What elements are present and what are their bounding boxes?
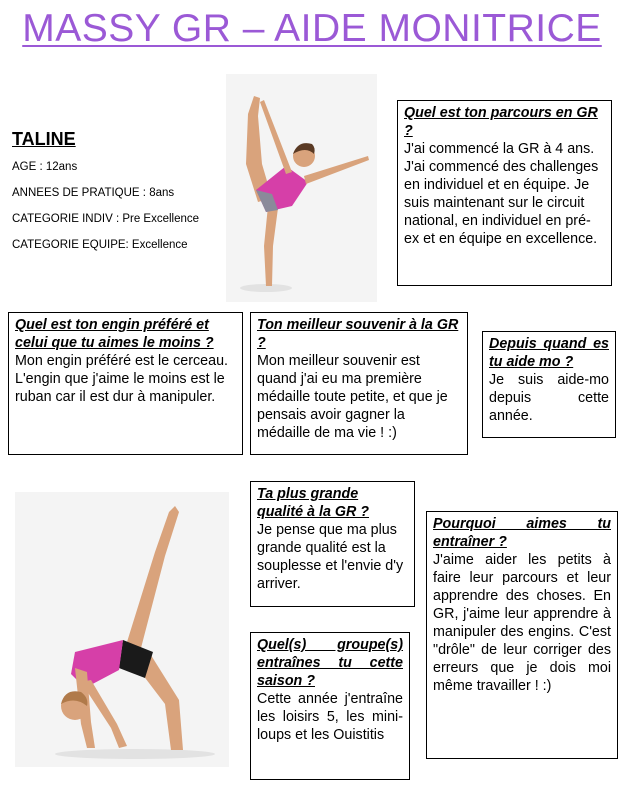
years-row: ANNEES DE PRATIQUE : 8ans — [12, 187, 175, 199]
qa-souvenir — [250, 312, 468, 455]
team-category-row: CATEGORIE EQUIPE: Excellence — [12, 239, 188, 251]
answer: Cette année j'entraîne les loisirs 5, les mini-loups et les Ouistitis — [257, 691, 403, 743]
qa-qualite — [250, 481, 415, 607]
answer: J'ai commencé la GR à 4 ans. J'ai commencé des challenges en individuel et en équipe. Je suis maintenant sur le circuit national, en individuel en pré-ex et en équipe en excellence. — [404, 141, 599, 247]
answer: Je pense que ma plus grande qualité est la souplesse et l'envie d'y arriver. — [257, 522, 404, 592]
question: Ton meilleur souvenir à la GR ? — [257, 317, 459, 351]
answer: Mon meilleur souvenir est quand j'ai eu ma première médaille toute petite, et que je pensais avoir gagner la médaille de ma vie ! :) — [257, 353, 448, 441]
question: Depuis quand es tu aide mo ? — [489, 336, 609, 370]
question: Quel(s) groupe(s) entraînes tu cette saison ? — [257, 637, 403, 689]
answer: Je suis aide-mo depuis cette année. — [489, 372, 609, 424]
profile-info — [12, 128, 227, 264]
question: Quel est ton parcours en GR ? — [404, 105, 598, 139]
qa-engin — [8, 312, 243, 455]
answer: Mon engin préféré est le cerceau. L'engin que j'aime le moins est le ruban car il est dur à manipuler. — [15, 353, 228, 405]
qa-pourquoi — [426, 511, 618, 759]
gymnast-balance-photo — [226, 74, 377, 302]
answer: J'aime aider les petits à faire leur parcours et leur apprendre des choses. En GR, j'aime leur apprendre à manipuler des engins. C'est "drôle" de leur corriger des erreurs que je dois moi même travailler ! :) — [433, 552, 611, 694]
question: Quel est ton engin préféré et celui que tu aimes le moins ? — [15, 317, 214, 351]
question: Ta plus grande qualité à la GR ? — [257, 486, 370, 520]
question: Pourquoi aimes tu entraîner ? — [433, 516, 611, 550]
qa-groupes — [250, 632, 410, 780]
qa-parcours — [397, 100, 612, 286]
page-title: MASSY GR – AIDE MONITRICE — [22, 7, 602, 50]
age-row: AGE : 12ans — [12, 161, 78, 173]
gymnast-name: TALINE — [12, 129, 76, 149]
gymnast-bridge-photo — [15, 492, 229, 767]
indiv-category-row: CATEGORIE INDIV : Pre Excellence — [12, 213, 200, 225]
qa-depuis — [482, 331, 616, 438]
